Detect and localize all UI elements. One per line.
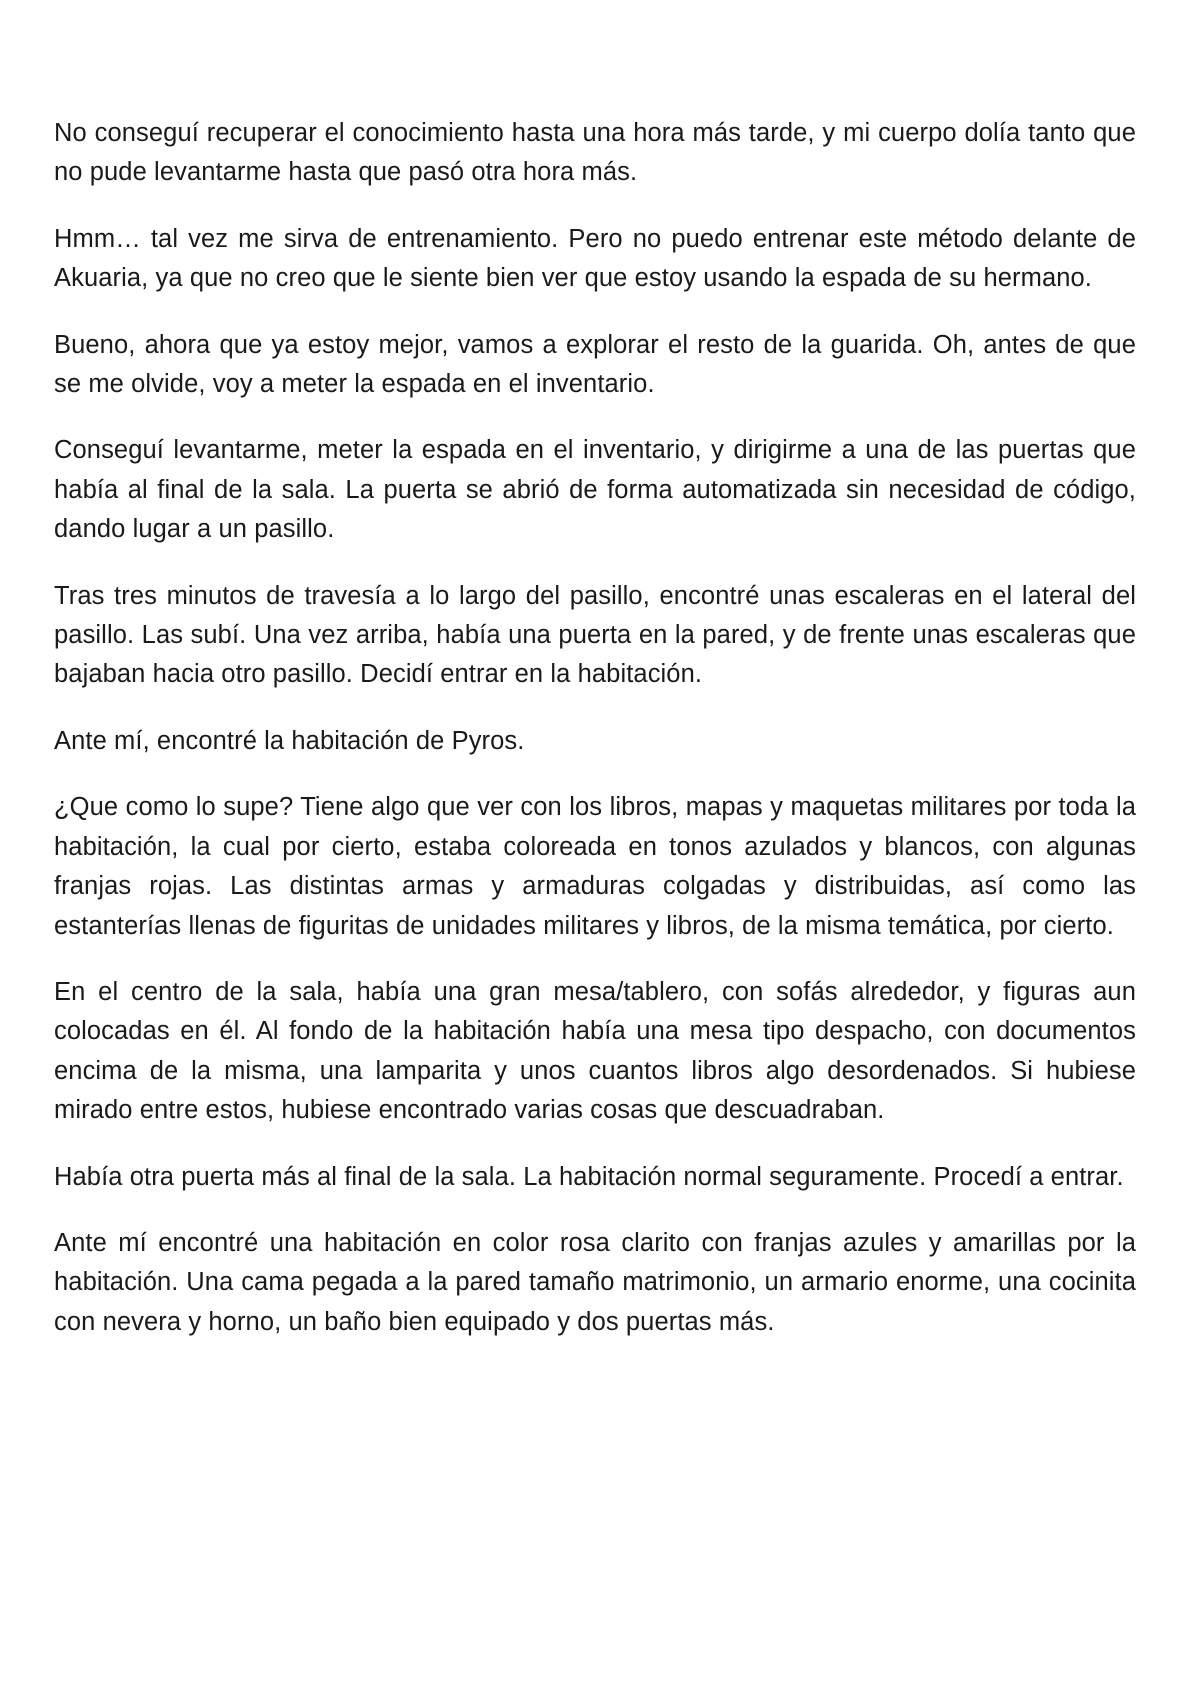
paragraph-6: Ante mí, encontré la habitación de Pyros. (54, 726, 525, 755)
paragraph-5: Tras tres minutos de travesía a lo largo del pasillo, encontré unas escaleras en el lateral del pasillo. Las subí. Una vez arriba, había una puerta en la pared, y de frente unas escaleras que bajaban hacia otro pasillo. Decidí entrar en la habitación. (54, 581, 1136, 689)
paragraph-1: No conseguí recuperar el conocimiento hasta una hora más tarde, y mi cuerpo dolía tanto que no pude levantarme hasta que pasó otra hora más. (54, 119, 1136, 187)
paragraph-4: Conseguí levantarme, meter la espada en el inventario, y dirigirme a una de las puertas que había al final de la sala. La puerta se abrió de forma automatizada sin necesidad de código, dando lugar a un pasillo. (54, 436, 1136, 544)
paragraph-9: Había otra puerta más al final de la sala. La habitación normal seguramente. Procedí a entrar. (54, 1162, 1124, 1191)
paragraph-3: Bueno, ahora que ya estoy mejor, vamos a explorar el resto de la guarida. Oh, antes de que se me olvide, voy a meter la espada en el inventario. (54, 330, 1136, 399)
paragraph-2: Hmm… tal vez me sirva de entrenamiento. Pero no puedo entrenar este método delante de Akuaria, ya que no creo que le siente bien ver que estoy usando la espada de su hermano. (54, 224, 1136, 293)
paragraph-7: ¿Que como lo supe? Tiene algo que ver con los libros, mapas y maquetas militares por toda la habitación, la cual por cierto, estaba coloreada en tonos azulados y blancos, con algunas franjas rojas. Las distintas armas y armaduras colgadas y distribuidas, así como las estanterías llenas de figuritas de unidades militares y libros, de la misma temática, por cierto. (54, 793, 1136, 940)
paragraph-8: En el centro de la sala, había una gran mesa/tablero, con sofás alrededor, y figuras aun colocadas en él. Al fondo de la habitación había una mesa tipo despacho, con documentos encima de la misma, una lamparita y unos cuantos libros algo desordenados. Si hubiese mirado entre estos, hubiese encontrado varias cosas que descuadraban. (54, 977, 1136, 1125)
body-text (54, 114, 1136, 1369)
paragraph-10: Ante mí encontré una habitación en color rosa clarito con franjas azules y amarillas por la habitación. Una cama pegada a la pared tamaño matrimonio, un armario enorme, una cocinita con nevera y horno, un baño bien equipado y dos puertas más. (54, 1228, 1136, 1336)
